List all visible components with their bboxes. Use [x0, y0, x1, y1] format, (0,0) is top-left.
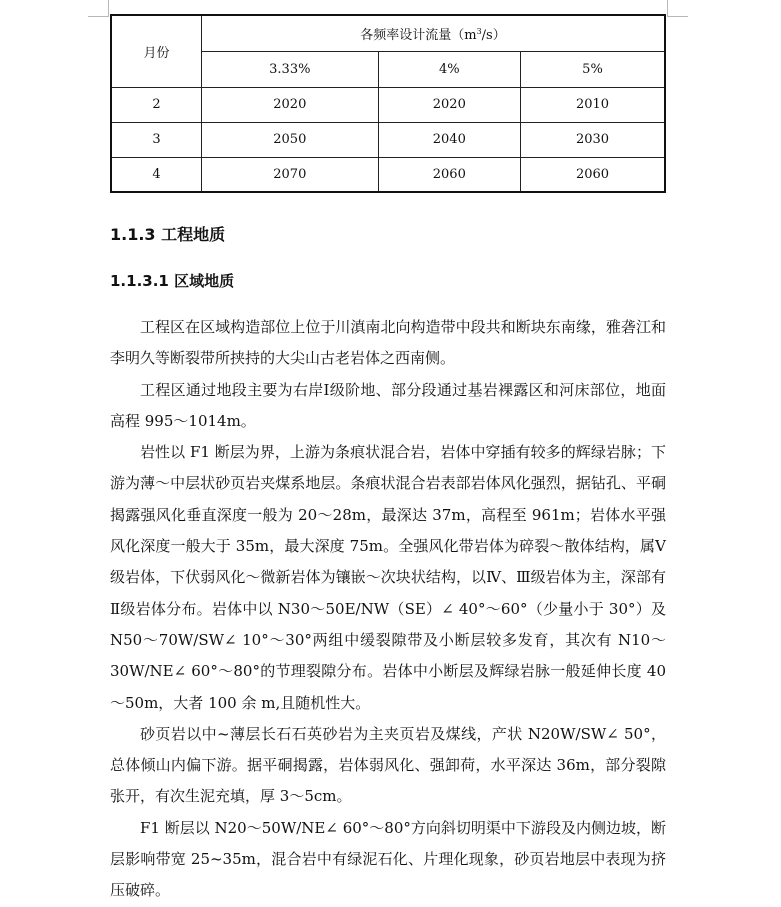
table-row: [111, 157, 665, 192]
table-row: [111, 87, 665, 122]
flow-cell: 2010: [520, 87, 665, 122]
table-header-row: [111, 15, 665, 51]
paragraph: 岩性以 F1 断层为界，上游为条痕状混合岩，岩体中穿插有较多的辉绿岩脉；下游为薄～中层状砂页岩夹煤系地层。条痕状混合岩表部岩体风化强烈，据钻孔、平硐揭露强风化垂直深度一般为 20～28m，最深达 37m，高程至 961m；岩体水平强风化深度一般大于 35m，最大深度 75m。全强风化带岩体为碎裂～散体结构，属Ⅴ级岩体，下伏弱风化～微新岩体为镶嵌～次块状结构，以Ⅳ、Ⅲ级岩体为主，深部有Ⅱ级岩体分布。岩体中以 N30～50E/NW（SE）∠ 40°～60°（少量小于 30°）及 N50～70W/SW∠ 10°～30°两组中缓裂隙带及小断层较多发育，其次有 N10～30W/NE∠ 60°～80°的节理裂隙分布。岩体中小断层及辉绿岩脉一般延伸长度 40～50m，大者 100 余 m,且随机性大。: [110, 443, 666, 712]
flow-cell: 2050: [202, 122, 379, 157]
body-text: [110, 312, 666, 907]
flow-cell: 2040: [378, 122, 520, 157]
frequency-header: 5%: [520, 51, 665, 87]
month-cell: 4: [111, 157, 202, 192]
table-row: [111, 122, 665, 157]
subsection-heading: 1.1.3.1 区域地质: [110, 272, 235, 290]
flow-cell: 2020: [378, 87, 520, 122]
flow-header: 各频率设计流量$(m^3/s)$: [202, 15, 666, 51]
paragraph: 工程区通过地段主要为右岸Ⅰ级阶地、部分段通过基岩裸露区和河床部位，地面高程 995～1014m。: [110, 380, 666, 430]
section-heading: 1.1.3 工程地质: [110, 225, 226, 244]
flow-cell: 2060: [378, 157, 520, 192]
crop-mark-right: [667, 0, 688, 17]
month-cell: 3: [111, 122, 202, 157]
paragraph: 砂页岩以中~薄层长石石英砂岩为主夹页岩及煤线，产状 N20W/SW∠ 50°，总体倾山内偏下游。据平硐揭露，岩体弱风化、强卸荷，水平深达 36m，部分裂隙张开，有次生泥充填，厚 3～5cm。: [110, 724, 666, 806]
month-cell: 2: [111, 87, 202, 122]
frequency-header: 4%: [378, 51, 520, 87]
flow-table: [110, 14, 666, 193]
flow-cell: 2060: [520, 157, 665, 192]
month-header: 月份: [111, 15, 202, 87]
flow-cell: 2030: [520, 122, 665, 157]
flow-cell: 2020: [202, 87, 379, 122]
paragraph: 工程区在区域构造部位上位于川滇南北向构造带中段共和断块东南缘，雅砻江和李明久等断裂带所挟持的大尖山古老岩体之西南侧。: [110, 318, 666, 368]
paragraph: F1 断层以 N20～50W/NE∠ 60°～80°方向斜切明渠中下游段及内侧边坡，断层影响带宽 25~35m，混合岩中有绿泥石化、片理化现象，砂页岩地层中表现为挤压破碎。: [110, 818, 666, 900]
frequency-header: 3.33%: [202, 51, 379, 87]
crop-mark-left: [88, 0, 109, 17]
flow-cell: 2070: [202, 157, 379, 192]
